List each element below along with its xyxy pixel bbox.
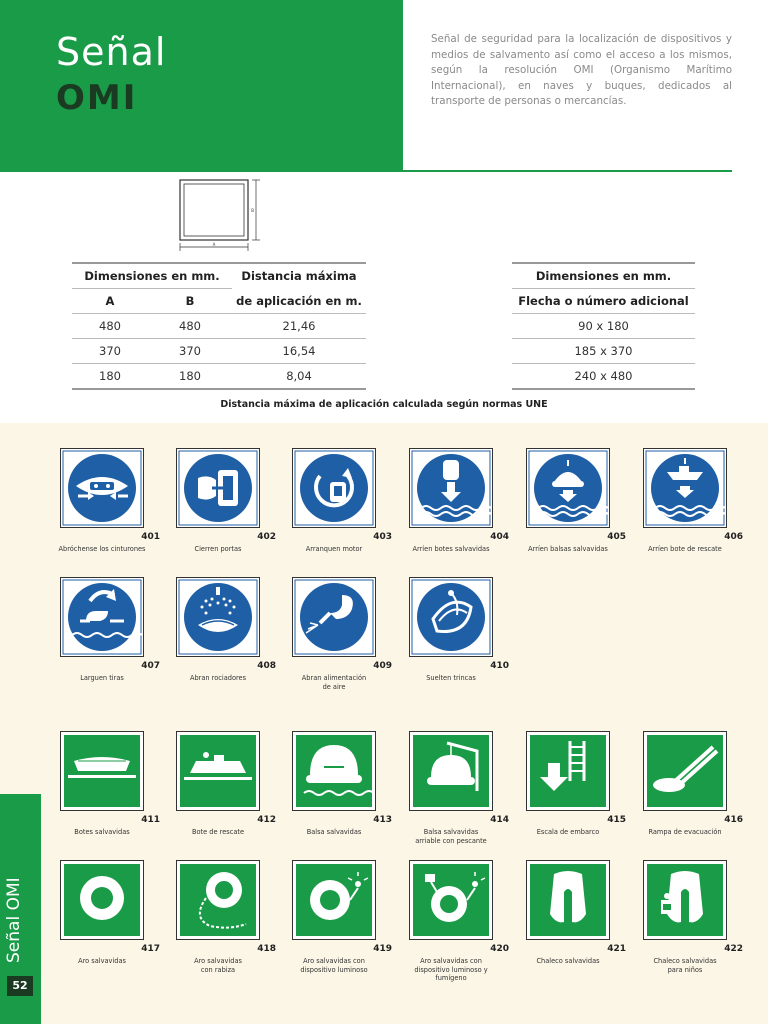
sign-code: 420 xyxy=(490,944,509,954)
table-header-distance: Distancia máxima xyxy=(232,263,366,289)
dimension-diagram xyxy=(176,178,262,254)
cell-distance: 16,54 xyxy=(232,339,366,364)
sidebar-label: Señal OMI xyxy=(4,877,24,963)
sign-caption: Escala de embarco xyxy=(536,828,600,836)
sign-caption: Bote de rescate xyxy=(192,828,244,836)
table-header-dimensions: Dimensiones en mm. xyxy=(512,263,695,289)
evacuation-slide-icon xyxy=(643,731,727,811)
sign-code: 416 xyxy=(724,815,743,825)
rescue-boat-icon xyxy=(176,731,260,811)
lower-rescue-boat-icon xyxy=(643,448,727,528)
dimensions-table xyxy=(72,262,366,390)
sign-caption: Arríen botes salvavidas xyxy=(412,545,490,553)
sign-code: 418 xyxy=(257,944,276,954)
description-text: Señal de seguridad para la localización de dispositivos y medios de salvamento así como el acceso a los mismos, según la resolución OMI (Organismo Marítimo Internacional), en naves y buques, dedicados al transporte de personas o mercancías. xyxy=(431,33,732,108)
cell-size: 240 x 480 xyxy=(512,364,695,390)
lifebuoy-light-icon xyxy=(292,860,376,940)
sign-caption: Abran rociadores xyxy=(189,674,247,682)
sign-caption: Larguen tiras xyxy=(80,674,124,682)
sign-code: 401 xyxy=(141,532,160,542)
close-door-icon xyxy=(176,448,260,528)
sign-code: 413 xyxy=(373,815,392,825)
sign-code: 415 xyxy=(607,815,626,825)
sign-code: 409 xyxy=(373,661,392,671)
sign-caption: Aro salvavidas xyxy=(78,957,126,965)
sign-caption: Aro salvavidas con dispositivo luminoso xyxy=(300,957,368,974)
child-lifejacket-icon xyxy=(643,860,727,940)
page-number: 52 xyxy=(7,976,33,996)
cell-size: 185 x 370 xyxy=(512,339,695,364)
diagram-label-a: A xyxy=(212,242,216,247)
cell-a: 180 xyxy=(72,364,148,390)
sign-code: 410 xyxy=(490,661,509,671)
sign-caption: Abróchense los cinturones xyxy=(58,545,146,553)
table-header-distance-2: de aplicación en m. xyxy=(236,293,362,308)
lifejacket-icon xyxy=(526,860,610,940)
lower-lifeboat-icon xyxy=(409,448,493,528)
cell-distance: 21,46 xyxy=(232,314,366,339)
start-engine-icon xyxy=(292,448,376,528)
lifebuoy-icon xyxy=(60,860,144,940)
air-supply-icon xyxy=(292,577,376,657)
sign-code: 404 xyxy=(490,532,509,542)
sign-code: 403 xyxy=(373,532,392,542)
cell-size: 90 x 180 xyxy=(512,314,695,339)
sign-caption: Arríen balsas salvavidas xyxy=(528,545,608,553)
sign-caption: Suelten trincas xyxy=(426,674,476,682)
release-lashings-icon xyxy=(409,577,493,657)
sign-code: 406 xyxy=(724,532,743,542)
sign-code: 402 xyxy=(257,532,276,542)
table-row xyxy=(72,314,366,339)
sign-caption: Aro salvavidas con rabiza xyxy=(194,957,242,974)
lifeboat-icon xyxy=(60,731,144,811)
sign-caption: Botes salvavidas xyxy=(74,828,130,836)
diagram-label-b: B xyxy=(251,208,254,213)
sign-code: 414 xyxy=(490,815,509,825)
cell-b: 370 xyxy=(148,339,232,364)
seatbelt-icon xyxy=(60,448,144,528)
release-lines-icon xyxy=(60,577,144,657)
embarkation-ladder-icon xyxy=(526,731,610,811)
lifebuoy-line-icon xyxy=(176,860,260,940)
table-header-dimensions: Dimensiones en mm. xyxy=(72,263,232,289)
sign-caption: Abran alimentación de aire xyxy=(301,674,367,691)
sign-code: 407 xyxy=(141,661,160,671)
sign-code: 422 xyxy=(724,944,743,954)
cell-b: 480 xyxy=(148,314,232,339)
page-subtitle: OMI xyxy=(56,78,138,118)
sign-code: 408 xyxy=(257,661,276,671)
sign-caption: Aro salvavidas con dispositivo luminoso y fumígeno xyxy=(414,957,488,982)
cell-a: 370 xyxy=(72,339,148,364)
sign-caption: Balsa salvavidas xyxy=(306,828,362,836)
sign-code: 417 xyxy=(141,944,160,954)
table-col-b: B xyxy=(148,289,232,314)
cell-distance: 8,04 xyxy=(232,364,366,390)
sign-caption: Chaleco salvavidas xyxy=(536,957,600,965)
sign-code: 411 xyxy=(141,815,160,825)
sign-caption: Rampa de evacuación xyxy=(648,828,722,836)
cell-a: 480 xyxy=(72,314,148,339)
lifebuoy-light-smoke-icon xyxy=(409,860,493,940)
table-row xyxy=(72,339,366,364)
table-row xyxy=(512,339,695,364)
sign-caption: Arranquen motor xyxy=(305,545,363,553)
table-row xyxy=(512,364,695,390)
sign-code: 412 xyxy=(257,815,276,825)
sign-caption: Arríen bote de rescate xyxy=(648,545,722,553)
arrow-dimensions-table xyxy=(512,262,695,390)
sign-caption: Balsa salvavidas arriable con pescante xyxy=(415,828,487,845)
davit-liferaft-icon xyxy=(409,731,493,811)
table-row xyxy=(72,364,366,390)
lower-liferaft-icon xyxy=(526,448,610,528)
sign-code: 405 xyxy=(607,532,626,542)
page-title: Señal xyxy=(56,30,167,74)
table-note: Distancia máxima de aplicación calculada según normas UNE xyxy=(220,399,548,410)
sign-code: 419 xyxy=(373,944,392,954)
table-col-a: A xyxy=(72,289,148,314)
table-header-arrow: Flecha o número adicional xyxy=(512,289,695,314)
sign-caption: Chaleco salvavidas para niños xyxy=(653,957,717,974)
sprinklers-icon xyxy=(176,577,260,657)
sign-caption: Cierren portas xyxy=(194,545,242,553)
table-row xyxy=(512,314,695,339)
header-rule xyxy=(403,170,732,172)
liferaft-icon xyxy=(292,731,376,811)
sign-code: 421 xyxy=(607,944,626,954)
cell-b: 180 xyxy=(148,364,232,390)
